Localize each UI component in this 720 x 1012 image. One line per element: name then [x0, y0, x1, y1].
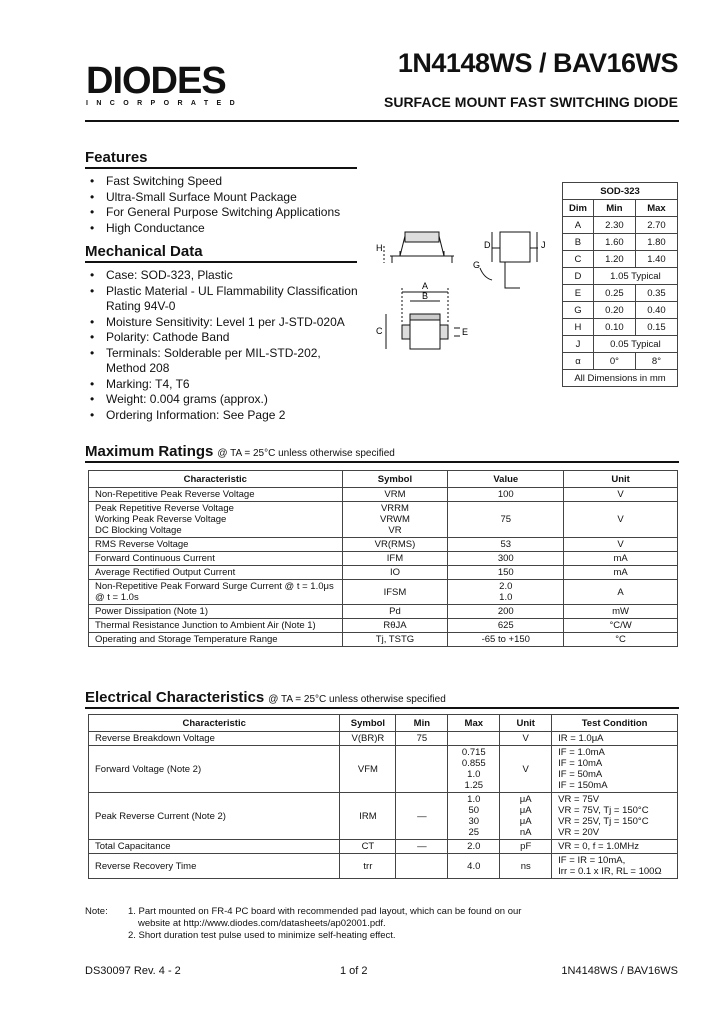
package-min: 0.20: [593, 302, 635, 319]
unit-line: μA: [519, 805, 532, 816]
symbol: [342, 580, 448, 605]
electrical-row: [89, 840, 678, 854]
mechanical-rule: [85, 261, 357, 263]
package-dim: α: [563, 353, 594, 370]
unit-line: nA: [519, 827, 532, 838]
value-line: 300: [497, 553, 514, 564]
min: 75: [396, 732, 448, 746]
package-max: 8°: [635, 353, 677, 370]
characteristic: Total Capacitance: [89, 840, 340, 854]
test-condition: [552, 854, 678, 879]
package-max: 1.80: [635, 234, 677, 251]
max-ratings-row: [89, 619, 678, 633]
max-ratings-heading: Maximum Ratings @ TA = 25°C unless otherwise specified: [85, 443, 395, 460]
unit: mA: [564, 552, 678, 566]
characteristic-line: Forward Continuous Current: [95, 553, 215, 564]
company-logo-subtext: INCORPORATED: [86, 100, 244, 107]
note-1-cont: website at http://www.diodes.com/datasheets/ap02001.pdf.: [138, 918, 386, 929]
max-line: 1.0: [467, 769, 481, 780]
test-condition: [552, 840, 678, 854]
electrical-col-header: Characteristic: [89, 715, 340, 732]
symbol: IRM: [340, 793, 396, 840]
feature-item: • For General Purpose Switching Applications: [85, 205, 360, 221]
package-dim: G: [563, 302, 594, 319]
symbol: VFM: [340, 746, 396, 793]
package-col-header: Min: [593, 200, 635, 217]
test-condition-line: IF = IR = 10mA,: [558, 855, 626, 866]
characteristic: [89, 619, 343, 633]
test-condition-line: IF = 50mA: [558, 769, 603, 780]
max-line: 1.25: [464, 780, 484, 791]
symbol-line: Pd: [389, 606, 401, 617]
characteristic: Forward Voltage (Note 2): [89, 746, 340, 793]
min: —: [396, 840, 448, 854]
value-line: 53: [500, 539, 512, 550]
min: [396, 854, 448, 879]
package-value: 1.05 Typical: [593, 268, 677, 285]
characteristic-line: Non-Repetitive Peak Reverse Voltage: [95, 489, 255, 500]
package-row: [563, 319, 678, 336]
electrical-col-header: Max: [448, 715, 500, 732]
characteristic: Reverse Recovery Time: [89, 854, 340, 879]
max: [448, 732, 500, 746]
feature-item: • Fast Switching Speed: [85, 174, 360, 190]
max-ratings-row: [89, 502, 678, 538]
package-dim: B: [563, 234, 594, 251]
symbol: [342, 566, 448, 580]
characteristic: [89, 488, 343, 502]
value: [448, 502, 564, 538]
dim-label-b: B: [422, 291, 429, 301]
mechanical-list: [85, 268, 360, 423]
max-ratings-row: [89, 633, 678, 647]
unit: °C/W: [564, 619, 678, 633]
value: [448, 633, 564, 647]
symbol: [342, 619, 448, 633]
symbol: [342, 552, 448, 566]
min: —: [396, 793, 448, 840]
mechanical-item: • Plastic Material - UL Flammability Classification Rating 94V-0: [85, 284, 360, 315]
package-footer: All Dimensions in mm: [563, 370, 678, 387]
value-line: 150: [497, 567, 514, 578]
value-line: 75: [500, 514, 512, 525]
min: [396, 746, 448, 793]
max-line: 25: [468, 827, 480, 838]
test-condition-line: Irr = 0.1 x IR, RL = 100Ω: [558, 866, 662, 877]
symbol-line: VR(RMS): [374, 539, 416, 550]
package-row: [563, 217, 678, 234]
characteristic-line: DC Blocking Voltage: [95, 525, 182, 536]
characteristic-line: Working Peak Reverse Voltage: [95, 514, 227, 525]
company-logo: DIODES: [86, 60, 226, 102]
symbol: [342, 488, 448, 502]
package-min: 1.20: [593, 251, 635, 268]
characteristic-line: @ t = 1.0s: [95, 592, 139, 603]
footer-doc-id: DS30097 Rev. 4 - 2: [85, 965, 181, 977]
max-ratings-row: [89, 580, 678, 605]
package-dim: C: [563, 251, 594, 268]
max-ratings-condition: @ TA = 25°C unless otherwise specified: [217, 448, 395, 459]
package-min: 0°: [593, 353, 635, 370]
header-rule: [85, 120, 679, 122]
characteristic-line: Non-Repetitive Peak Forward Surge Current @ t = 1.0μs: [95, 581, 334, 592]
dim-label-e: E: [462, 327, 469, 337]
unit: V: [564, 502, 678, 538]
max: [448, 840, 500, 854]
unit: [500, 732, 552, 746]
package-dimension-table: [562, 182, 678, 387]
mechanical-item: • Ordering Information: See Page 2: [85, 408, 360, 424]
part-subtitle: SURFACE MOUNT FAST SWITCHING DIODE: [384, 94, 678, 110]
electrical-table: [88, 714, 678, 879]
max-line: 2.0: [467, 841, 481, 852]
package-row: [563, 285, 678, 302]
package-row: [563, 251, 678, 268]
package-max: 0.35: [635, 285, 677, 302]
electrical-heading: Electrical Characteristics @ TA = 25°C unless otherwise specified: [85, 689, 446, 706]
max-line: 1.0: [467, 794, 481, 805]
max-ratings-row: [89, 488, 678, 502]
package-value: 0.05 Typical: [593, 336, 677, 353]
dim-label-h: H: [376, 243, 383, 253]
value: [448, 538, 564, 552]
unit-line: μA: [519, 816, 532, 827]
unit-line: V: [522, 763, 529, 775]
package-row: [563, 336, 678, 353]
unit-line: V: [522, 733, 529, 744]
test-condition: [552, 746, 678, 793]
unit: [500, 840, 552, 854]
unit: A: [564, 580, 678, 605]
mechanical-item: • Weight: 0.004 grams (approx.): [85, 392, 360, 408]
value: [448, 552, 564, 566]
mechanical-item: • Terminals: Solderable per MIL-STD-202, Method 208: [85, 346, 360, 377]
characteristic: [89, 633, 343, 647]
dim-label-a: A: [422, 281, 429, 291]
notes-label: Note:: [85, 906, 108, 917]
electrical-col-header: Test Condition: [552, 715, 678, 732]
package-col-header: Dim: [563, 200, 594, 217]
max-ratings-table: [88, 470, 678, 647]
package-dim: D: [563, 268, 594, 285]
dim-label-j: J: [541, 240, 546, 250]
max: [448, 854, 500, 879]
symbol-line: IO: [389, 567, 400, 578]
dim-label-g: G: [473, 260, 481, 270]
package-col-header: Max: [635, 200, 677, 217]
mechanical-item: • Case: SOD-323, Plastic: [85, 268, 360, 284]
test-condition: [552, 793, 678, 840]
value-line: 1.0: [499, 592, 513, 603]
test-condition-line: IF = 1.0mA: [558, 747, 605, 758]
package-max: 0.15: [635, 319, 677, 336]
unit-line: pF: [520, 841, 532, 852]
mechanical-item: • Marking: T4, T6: [85, 377, 360, 393]
test-condition-line: VR = 75V, Tj = 150°C: [558, 805, 649, 816]
footer-page: 1 of 2: [340, 965, 368, 977]
max-ratings-col-header: Value: [448, 471, 564, 488]
characteristic: [89, 605, 343, 619]
feature-item: • High Conductance: [85, 221, 360, 237]
max: [448, 793, 500, 840]
unit: [500, 854, 552, 879]
max-line: 4.0: [467, 860, 481, 872]
unit: °C: [564, 633, 678, 647]
symbol-line: VR: [388, 525, 402, 536]
characteristic-line: RMS Reverse Voltage: [95, 539, 189, 550]
max-line: 0.715: [461, 747, 486, 758]
value-line: 2.0: [499, 581, 513, 592]
value-line: 200: [497, 606, 514, 617]
unit-line: μA: [519, 794, 532, 805]
electrical-col-header: Unit: [500, 715, 552, 732]
value: [448, 566, 564, 580]
symbol-line: VRRM: [380, 503, 409, 514]
value: [448, 605, 564, 619]
characteristic: [89, 580, 343, 605]
part-title: 1N4148WS / BAV16WS: [397, 48, 678, 78]
package-min: 2.30: [593, 217, 635, 234]
footer-part: 1N4148WS / BAV16WS: [561, 965, 678, 977]
max-line: 50: [468, 805, 480, 816]
electrical-row: [89, 793, 678, 840]
mechanical-heading: Mechanical Data: [85, 243, 203, 260]
characteristic: Peak Reverse Current (Note 2): [89, 793, 340, 840]
characteristic: [89, 502, 343, 538]
symbol-line: Tj, TSTG: [375, 634, 415, 645]
symbol-line: IFM: [386, 553, 404, 564]
features-rule: [85, 167, 357, 169]
package-row: [563, 268, 678, 285]
package-max: 1.40: [635, 251, 677, 268]
package-min: 1.60: [593, 234, 635, 251]
unit: [500, 746, 552, 793]
mechanical-item: • Polarity: Cathode Band: [85, 330, 360, 346]
symbol: trr: [340, 854, 396, 879]
characteristic-line: Thermal Resistance Junction to Ambient Air (Note 1): [95, 620, 316, 631]
characteristic: Reverse Breakdown Voltage: [89, 732, 340, 746]
value: [448, 619, 564, 633]
symbol-line: RθJA: [383, 620, 407, 631]
max-ratings-row: [89, 552, 678, 566]
max-line: 30: [468, 816, 480, 827]
test-condition-line: VR = 75V: [558, 794, 600, 805]
max-ratings-row: [89, 566, 678, 580]
electrical-row: [89, 732, 678, 746]
package-dim: E: [563, 285, 594, 302]
characteristic: [89, 552, 343, 566]
package-max: 0.40: [635, 302, 677, 319]
max: [448, 746, 500, 793]
symbol: V(BR)R: [340, 732, 396, 746]
max-ratings-col-header: Symbol: [342, 471, 448, 488]
package-max: 2.70: [635, 217, 677, 234]
electrical-condition: @ TA = 25°C unless otherwise specified: [268, 694, 446, 705]
features-list: [85, 174, 360, 236]
package-dim: J: [563, 336, 594, 353]
test-condition: [552, 732, 678, 746]
characteristic: [89, 538, 343, 552]
value-line: 100: [497, 489, 514, 500]
value: [448, 580, 564, 605]
max-ratings-row: [89, 605, 678, 619]
characteristic-line: Power Dissipation (Note 1): [95, 606, 208, 617]
package-row: [563, 353, 678, 370]
symbol: [342, 538, 448, 552]
characteristic: [89, 566, 343, 580]
package-row: [563, 234, 678, 251]
characteristic-line: Peak Repetitive Reverse Voltage: [95, 503, 234, 514]
test-condition-line: IF = 150mA: [558, 780, 608, 791]
electrical-col-header: Symbol: [340, 715, 396, 732]
test-condition-line: VR = 0, f = 1.0MHz: [558, 841, 639, 852]
note-2: 2. Short duration test pulse used to minimize self-heating effect.: [128, 930, 396, 941]
value: [448, 488, 564, 502]
features-heading: Features: [85, 149, 148, 166]
symbol: [342, 605, 448, 619]
unit-line: ns: [520, 860, 531, 872]
unit: V: [564, 488, 678, 502]
symbol-line: IFSM: [383, 586, 407, 598]
symbol-line: VRM: [384, 489, 406, 500]
symbol: [342, 633, 448, 647]
electrical-row: [89, 746, 678, 793]
test-condition-line: VR = 20V: [558, 827, 600, 838]
max-ratings-col-header: Unit: [564, 471, 678, 488]
value-line: 625: [497, 620, 514, 631]
package-min: 0.25: [593, 285, 635, 302]
dim-label-d: D: [484, 240, 491, 250]
value-line: -65 to +150: [481, 634, 530, 645]
unit: mA: [564, 566, 678, 580]
max-ratings-row: [89, 538, 678, 552]
unit: [500, 793, 552, 840]
mechanical-item: • Moisture Sensitivity: Level 1 per J-STD-020A: [85, 315, 360, 331]
feature-item: • Ultra-Small Surface Mount Package: [85, 190, 360, 206]
package-title: SOD-323: [563, 183, 678, 200]
characteristic-line: Average Rectified Output Current: [95, 567, 236, 578]
package-min: 0.10: [593, 319, 635, 336]
note-1: 1. Part mounted on FR-4 PC board with recommended pad layout, which can be found on our: [128, 906, 522, 917]
unit: mW: [564, 605, 678, 619]
dim-label-c: C: [376, 326, 383, 336]
max-line: 0.855: [461, 758, 486, 769]
symbol: CT: [340, 840, 396, 854]
electrical-row: [89, 854, 678, 879]
test-condition-line: IF = 10mA: [558, 758, 603, 769]
electrical-rule: [85, 707, 679, 709]
notes-block: [128, 906, 548, 942]
test-condition-line: IR = 1.0μA: [558, 733, 604, 744]
symbol: [342, 502, 448, 538]
package-outline-diagram: [372, 218, 557, 363]
package-dim: A: [563, 217, 594, 234]
symbol-line: VRWM: [380, 514, 410, 525]
package-row: [563, 302, 678, 319]
test-condition-line: VR = 25V, Tj = 150°C: [558, 816, 649, 827]
max-ratings-col-header: Characteristic: [89, 471, 343, 488]
package-dim: H: [563, 319, 594, 336]
max-ratings-rule: [85, 461, 679, 463]
characteristic-line: Operating and Storage Temperature Range: [95, 634, 278, 645]
electrical-col-header: Min: [396, 715, 448, 732]
unit: V: [564, 538, 678, 552]
